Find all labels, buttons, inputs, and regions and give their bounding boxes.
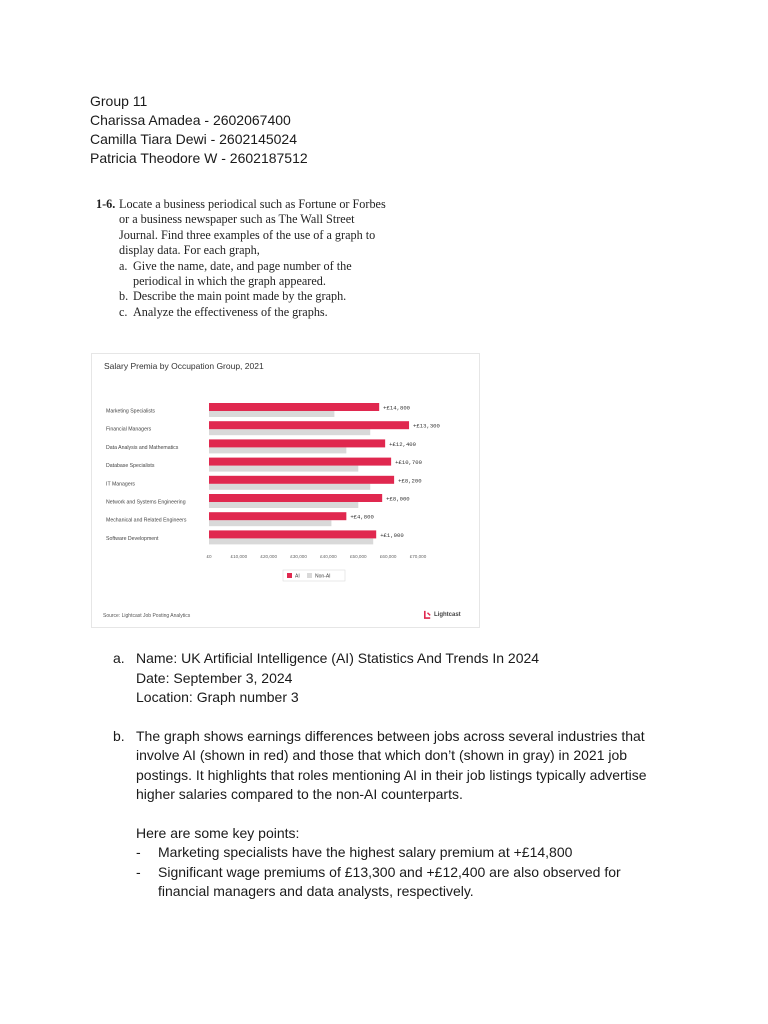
list-marker: a. bbox=[113, 650, 125, 666]
key-point-text: Marketing specialists have the highest salary premium at +£14,800 bbox=[158, 844, 573, 860]
x-tick-label: £40,000 bbox=[320, 554, 337, 559]
premium-label: +£14,800 bbox=[383, 404, 411, 412]
non-ai-bar bbox=[209, 447, 346, 453]
graph-location: Location: Graph number 3 bbox=[136, 689, 299, 705]
non-ai-bar bbox=[209, 484, 370, 490]
ai-bar bbox=[209, 476, 394, 484]
question-part-b bbox=[96, 289, 416, 304]
non-ai-bar bbox=[209, 466, 358, 472]
chart-plot bbox=[92, 354, 479, 627]
part-letter: c. bbox=[119, 304, 128, 319]
premium-label: +£8,000 bbox=[386, 495, 410, 503]
part-line: periodical in which the graph appeared. bbox=[133, 274, 326, 289]
legend-swatch-non-ai bbox=[307, 573, 312, 578]
question-line: Journal. Find three examples of the use of a graph to bbox=[119, 227, 376, 242]
category-label: Database Specialists bbox=[106, 463, 155, 470]
premium-label: +£10,700 bbox=[395, 459, 422, 467]
answer-b-paragraph: The graph shows earnings differences between jobs across several industries that involve AI (shown in red) and those that which don’t (shown in gray) in 2021 job postings. It highlights that roles mentioning AI in their job listings typically advertise higher salaries compared to the non-AI counterparts. bbox=[136, 727, 647, 802]
answer-a bbox=[113, 649, 673, 708]
member-name: Patricia Theodore W - 2602187512 bbox=[90, 150, 308, 166]
key-points-intro: Here are some key points: bbox=[136, 824, 300, 841]
ai-bar bbox=[209, 439, 385, 447]
question-number: 1-6. bbox=[96, 197, 116, 211]
category-label: Mechanical and Related Engineers bbox=[106, 517, 187, 524]
lightcast-logo bbox=[423, 610, 461, 619]
legend-label-non-ai: Non-AI bbox=[315, 573, 331, 580]
list-marker: b. bbox=[113, 727, 125, 744]
answer-b bbox=[113, 727, 673, 805]
brand-name: Lightcast bbox=[434, 611, 461, 618]
x-tick-label: £20,000 bbox=[260, 554, 278, 559]
legend-label-ai: AI bbox=[295, 573, 300, 580]
bullet-dash: - bbox=[136, 844, 141, 860]
lightcast-logo-icon bbox=[423, 610, 432, 619]
x-tick-label: £0 bbox=[206, 554, 212, 559]
key-point bbox=[113, 863, 673, 902]
legend-swatch-ai bbox=[287, 573, 292, 578]
ai-bar bbox=[209, 494, 382, 502]
x-tick-label: £50,000 bbox=[349, 554, 367, 559]
non-ai-bar bbox=[209, 538, 373, 544]
question-line: display data. For each graph, bbox=[119, 243, 260, 258]
non-ai-bar bbox=[209, 429, 370, 435]
non-ai-bar bbox=[209, 411, 334, 417]
ai-bar bbox=[209, 530, 376, 538]
x-tick-label: £70,000 bbox=[409, 554, 427, 559]
non-ai-bar bbox=[209, 502, 358, 508]
chart-source: Source: Lightcast Job Posting Analytics bbox=[103, 613, 191, 619]
category-label: Network and Systems Engineering bbox=[106, 499, 186, 506]
chart-title: Salary Premia by Occupation Group, 2021 bbox=[104, 361, 264, 371]
bullet-dash: - bbox=[136, 863, 141, 880]
ai-bar bbox=[209, 512, 346, 520]
category-label: Financial Managers bbox=[106, 426, 152, 433]
answers-section bbox=[113, 649, 673, 902]
part-letter: b. bbox=[119, 289, 129, 304]
key-point-text: Significant wage premiums of £13,300 and +£12,400 are also observed for financial managers and data analysts, respectively. bbox=[158, 863, 621, 899]
ai-bar bbox=[209, 421, 409, 429]
category-label: Marketing Specialists bbox=[106, 408, 156, 415]
premium-label: +£4,800 bbox=[350, 513, 374, 521]
part-letter: a. bbox=[119, 258, 128, 273]
article-name: Name: UK Artificial Intelligence (AI) Statistics And Trends In 2024 bbox=[136, 650, 540, 666]
premium-label: +£12,400 bbox=[389, 440, 417, 448]
ai-bar bbox=[209, 403, 379, 411]
member-name: Camilla Tiara Dewi - 2602145024 bbox=[90, 131, 297, 147]
non-ai-bar bbox=[209, 520, 331, 526]
x-tick-label: £10,000 bbox=[230, 554, 248, 559]
category-label: Data Analysis and Mathematics bbox=[106, 444, 179, 451]
category-label: Software Development bbox=[106, 535, 159, 542]
question-part-a bbox=[96, 259, 416, 290]
premium-label: +£13,300 bbox=[413, 422, 440, 430]
premium-label: +£1,000 bbox=[380, 531, 404, 539]
question-part-c bbox=[96, 305, 416, 320]
part-line: Analyze the effectiveness of the graphs. bbox=[133, 304, 328, 319]
x-tick-label: £60,000 bbox=[379, 554, 397, 559]
textbook-question bbox=[96, 197, 416, 320]
category-label: IT Managers bbox=[106, 481, 136, 488]
question-line: Locate a business periodical such as Fortune or Forbes bbox=[119, 197, 386, 211]
part-line: Give the name, date, and page number of the bbox=[133, 258, 352, 273]
member-name: Charissa Amadea - 2602067400 bbox=[90, 112, 291, 128]
group-name: Group 11 bbox=[90, 93, 148, 109]
premium-label: +£8,200 bbox=[398, 477, 422, 485]
part-line: Describe the main point made by the graph. bbox=[133, 289, 347, 304]
legend-box bbox=[283, 570, 345, 581]
ai-bar bbox=[209, 458, 391, 466]
salary-premia-chart bbox=[91, 353, 480, 628]
question-line: or a business newspaper such as The Wall Street bbox=[119, 212, 355, 227]
key-point bbox=[113, 843, 673, 863]
x-tick-label: £30,000 bbox=[290, 554, 307, 559]
article-date: Date: September 3, 2024 bbox=[136, 669, 293, 686]
student-group-header bbox=[90, 92, 308, 168]
